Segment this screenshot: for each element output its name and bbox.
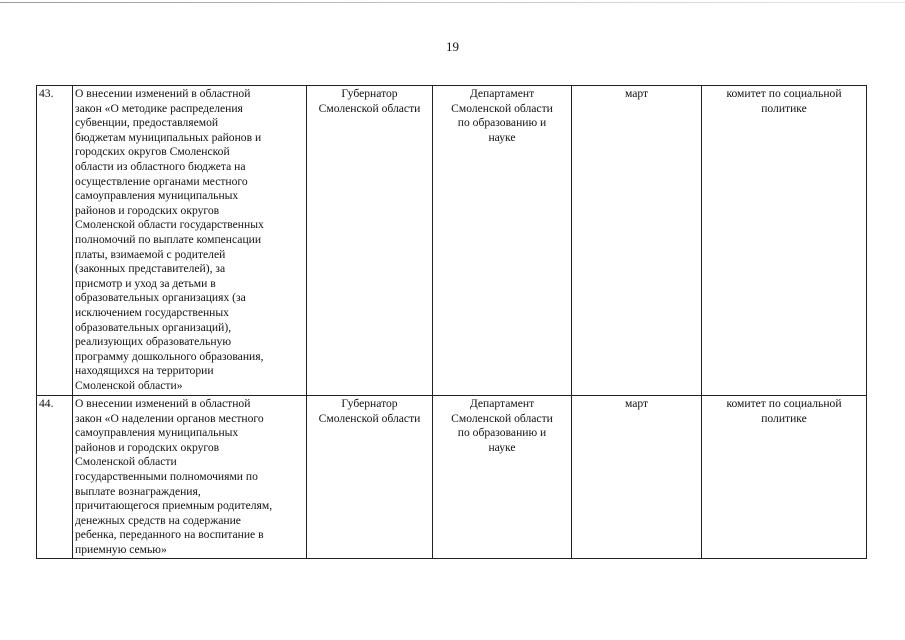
page-number: 19 (446, 39, 459, 54)
initiator-cell: Губернатор Смоленской области (307, 396, 433, 559)
scan-edge-line (0, 2, 905, 3)
term-cell: март (572, 396, 702, 559)
row-number: 43. (37, 86, 73, 396)
developer-cell: Департамент Смоленской области по образованию и науке (433, 86, 572, 396)
row-number: 44. (37, 396, 73, 559)
legislation-plan-table (36, 85, 867, 559)
term-cell: март (572, 86, 702, 396)
table-row (37, 86, 867, 396)
developer-cell: Департамент Смоленской области по образованию и науке (433, 396, 572, 559)
committee-cell: комитет по социальной политике (702, 86, 867, 396)
initiator-cell: Губернатор Смоленской области (307, 86, 433, 396)
table-row (37, 396, 867, 559)
bill-title: О внесении изменений в областной закон «О наделении органов местного самоуправления муниципальных районов и городских округов Смоленской области государственными полномочиями по выплате вознаграждения, причитающегося приемным родителям, денежных средств на содержание ребенка, переданного на воспитание в приемную семью» (73, 396, 307, 559)
committee-cell: комитет по социальной политике (702, 396, 867, 559)
bill-title: О внесении изменений в областной закон «О методике распределения субвенции, предоставляемой бюджетам муниципальных районов и городских округов Смоленской области из областного бюджета на осуществление органами местного самоуправления муниципальных районов и городских округов Смоленской области государственных полномочий по выплате компенсации платы, взимаемой с родителей (законных представителей), за присмотр и уход за детьми в образовательных организациях (за исключением государственных образовательных организаций), реализующих образовательную программу дошкольного образования, находящихся на территории Смоленской области» (73, 86, 307, 396)
